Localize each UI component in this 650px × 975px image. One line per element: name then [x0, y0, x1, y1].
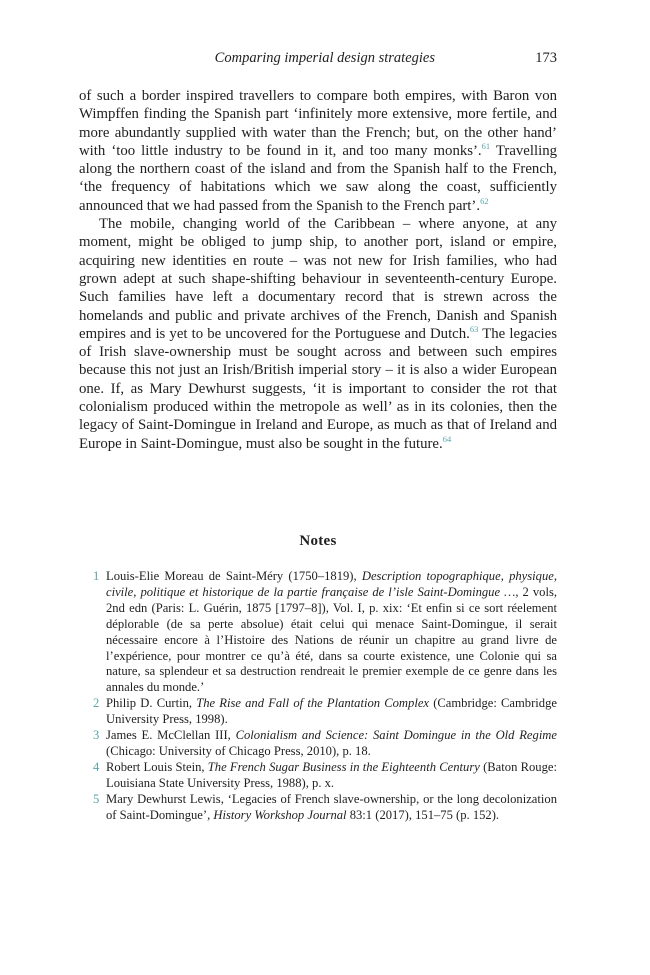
note-text: (Chicago: University of Chicago Press, 2010), p. 18.: [106, 743, 371, 758]
paragraph-text: Travelling along the northern coast of the island and from the Spanish half to the French, ‘the frequency of habitations which we saw along the coast, sufficiently announced that we had passed from the Spanish to the French part’.: [79, 142, 557, 214]
paragraph: [79, 87, 557, 215]
footnote-ref-63[interactable]: 63: [469, 323, 479, 334]
note-item: [79, 760, 557, 792]
footnote-ref-61[interactable]: 61: [481, 140, 491, 151]
note-number: 1: [93, 569, 100, 583]
note-number: 3: [93, 728, 100, 743]
note-item: [79, 696, 557, 728]
paragraph-text: The legacies of Irish slave-ownership must be sought across and between such empires because this not just an Irish/British imperial story – it is also a wider European one. If, as Mary Dewhurst suggests, ‘it is important to consider the rot that colonialism produced within the metropole as well’ as in its colonies, then the legacy of Saint-Domingue in Ireland and Europe, as much as that of Ireland and Europe in Saint-Domingue, must also be sought in the future.: [79, 325, 557, 452]
footnote-ref-62[interactable]: 62: [480, 195, 489, 206]
notes-heading: Notes: [299, 533, 337, 549]
paragraph: [79, 215, 557, 453]
note-number: 4: [93, 759, 100, 774]
note-title: The French Sugar Business in the Eighteenth Century: [207, 759, 480, 774]
note-number: 2: [93, 696, 100, 711]
page-header: [79, 50, 557, 70]
note-text: , 2 vols, 2nd edn (Paris: L. Guérin, 1875 [1797–8]), Vol. I, p. xix: ‘Et enfin si ce sort réelement déplorable (de sa perte absolue) était celui qui menace Saint-Domingue, il serait nécessaire encore à l’Histoire des Nations de réunir un chapitre au grand livre de l’expérience, pour montrer ce qu’à été, dans sa courte existence, une Colonie qui sa nature, sa splendeur et sa destruction rendreait le premier exemple de ce genre dans les annales du monde.’: [106, 584, 557, 695]
note-text: 83:1 (2017), 151–75 (p. 152).: [346, 807, 500, 822]
note-text: Louis-Elie Moreau de Saint-Méry (1750–1819),: [106, 569, 362, 583]
note-item: [79, 569, 557, 696]
note-text: Robert Louis Stein,: [106, 759, 208, 774]
footnote-ref-64[interactable]: 64: [442, 433, 452, 444]
note-item: [79, 792, 557, 824]
main-text: [79, 87, 557, 453]
note-item: [79, 728, 557, 760]
running-title: Comparing imperial design strategies: [214, 50, 435, 66]
paragraph-text: of such a border inspired travellers to compare both empires, with Baron von Wimpffen finding the Spanish part ‘infinitely more extensive, more fertile, and more abundantly supplied with water than the French; but, on the other hand’ with ‘too little industry to be found in it, and too many monks’.: [79, 88, 557, 159]
note-text: (Cambridge: Cambridge University Press, 1998).: [106, 696, 557, 727]
note-text: Philip D. Curtin,: [106, 696, 197, 711]
paragraph-text: The mobile, changing world of the Caribbean – where anyone, at any moment, might be obliged to jump ship, to another port, island or empire, acquiring new identities en route – was not new for Irish families, who had grown adept at such shape-shifting behaviour in seventeenth-century Europe. Such families have left a documentary record that is strewn across the homelands and public and private archives of the French, Danish and Spanish empires and is yet to be uncovered for the Portuguese and Dutch.: [79, 216, 557, 342]
note-text: (Baton Rouge: Louisiana State University Press, 1988), p. x.: [106, 759, 557, 790]
note-title: History Workshop Journal: [213, 807, 347, 822]
note-title: Colonialism and Science: Saint Domingue in the Old Regime: [235, 728, 557, 743]
note-title: Description topographique, physique, civile, politique et historique de la partie française de l’isle Saint-Domingue …: [106, 569, 557, 599]
page-number: 173: [535, 50, 557, 66]
note-title: The Rise and Fall of the Plantation Complex: [196, 696, 430, 711]
note-text: Mary Dewhurst Lewis, ‘Legacies of French slave-ownership, or the long decolonization of Saint-Domingue’,: [106, 791, 557, 822]
notes-list: [79, 569, 557, 824]
note-number: 5: [93, 791, 100, 806]
note-text: James E. McClellan III,: [106, 728, 236, 743]
